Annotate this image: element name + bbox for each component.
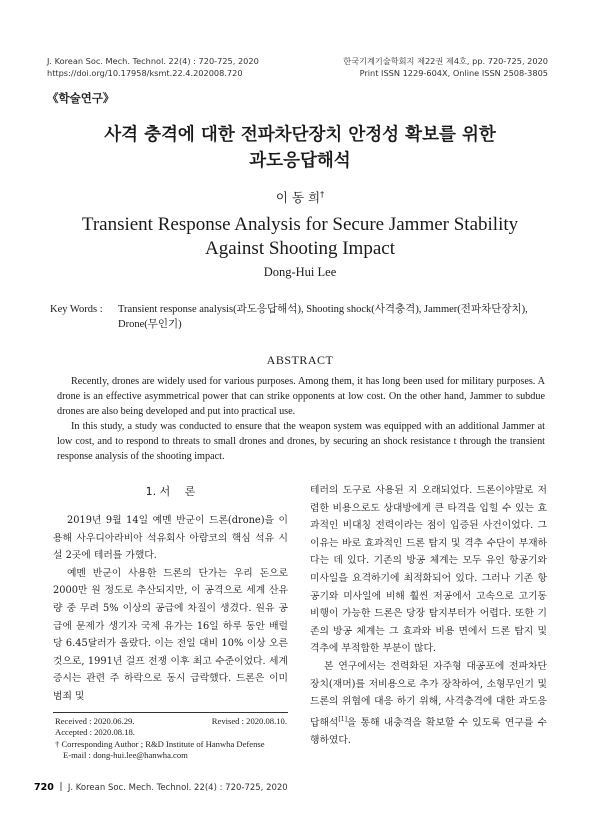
footer-journal: J. Korean Soc. Mech. Technol. 22(4) : 720-725, 2020 <box>67 783 288 793</box>
journal-citation-ko: 한국기계기술학회지 제22권 제4호, pp. 720-725, 2020 <box>343 56 548 66</box>
body-column-left <box>53 482 288 706</box>
body-column-right <box>310 482 547 749</box>
author-email[interactable]: E-mail : dong-hui.lee@hanwha.com <box>63 749 188 760</box>
korean-title <box>0 122 600 174</box>
footnote <box>55 716 287 761</box>
body-paragraph: 2019년 9월 14일 예멘 반군이 드론(drone)을 이용해 사우디아라비아 석유회사 아람코의 핵심 석유 시설 2곳에 테러를 가했다. <box>53 515 288 562</box>
footnote-divider <box>53 712 288 713</box>
issn-line: Print ISSN 1229-604X, Online ISSN 2508-3805 <box>359 68 548 78</box>
corresponding-author: † Corresponding Author ; R&D Institute of Hanwha Defense <box>55 738 265 749</box>
abstract-paragraph-2: In this study, a study was conducted to ensure that the weapon system was equipped with an additional Jammer at low cost, and to respond to threats to small drones and drones, by securing an shock resistance t through the transient response analysis of the shooting impact. <box>57 421 545 462</box>
article-category: 《학술연구》 <box>47 91 115 105</box>
english-title <box>0 213 600 261</box>
section-title: 1. 서 론 <box>145 485 196 498</box>
keywords-label: Key Words : <box>50 304 103 315</box>
english-author: Dong-Hui Lee <box>263 265 337 279</box>
doi-link[interactable]: https://doi.org/10.17958/ksmt.22.4.202008.720 <box>47 68 243 78</box>
body-paragraph: 테러의 도구로 사용된 지 오래되었다. 드론이야말로 저렴한 비용으로도 상대방에게 큰 타격을 입힐 수 있는 효과적인 비대칭 전력이라는 점이 입증된 사건이었다. 그 이유는 바로 효과적인 드론 탐지 및 격추 수단이 부재하다는 데 있다. 기존의 방공 체계는 모두 유인 항공기와 미사일을 요격하기에 최적화되어 있다. 그러나 기존 항공기와 미사일에 비해 훨씬 저공에서 고속으로 고기동 비행이 가능한 드론은 당장 탐지부터가 어렵다. 또한 기존의 방공 체계는 그 효과와 비용 면에서 드론 탐지 및 격추에 부적합한 부분이 많다. <box>310 485 547 655</box>
korean-author-name: 이 동 희 <box>275 190 321 205</box>
body-text: 본 연구에서는 전력화된 자주형 대공포에 전파차단장치(재머)를 저비용으로 추가 장착하여, 소형무인기 및 드론의 위협에 대응 하기 위해, 사격충격에 대한 과도응답해석 <box>310 660 547 728</box>
korean-title-line1: 사격 충격에 대한 전파차단장치 안정성 확보를 위한 <box>104 125 496 145</box>
keywords <box>50 302 550 332</box>
keywords-text: Transient response analysis(과도응답해석), Shooting shock(사격충격), Jammer(전파차단장치), Drone(무인기) <box>118 304 528 330</box>
reference-citation[interactable]: [1] <box>338 715 347 723</box>
footer-divider <box>60 782 62 791</box>
english-title-line1: Transient Response Analysis for Secure Jammer Stability <box>81 214 519 235</box>
body-paragraph: 예멘 반군이 사용한 드론의 단가는 우리 돈으로 2000만 원 정도로 추산되지만, 이 공격으로 세계 산유량 중 무려 5% 이상의 공급에 차질이 생겼다. 원유 공급에 문제가 생기자 국제 유가는 16일 하루 동안 배럴 당 6.45달러가 올랐다. 이는 전일 대비 10% 이상 오른 것으로, 1991년 걸프 전쟁 이후 최고 수준이었다. 세계 증시는 관련 주 하락으로 동시 급락했다. 드론은 이미 범죄 및 <box>53 567 288 702</box>
corresponding-mark: † <box>320 189 325 199</box>
body-paragraph <box>310 658 547 749</box>
korean-author <box>0 188 600 206</box>
abstract-paragraph-1: Recently, drones are widely used for various purposes. Among them, it has long been used for military purposes. A drone is an effective asymmetrical power that can strike opponents at low cost. On the other hand, Jammer to subdue drones are also being developed and put into practical use. <box>57 376 545 417</box>
page-number: 720 <box>34 782 54 793</box>
abstract-title: ABSTRACT <box>266 353 334 367</box>
body-text: 을 통해 내충격을 확보할 수 있도록 연구를 수행하였다. <box>310 716 547 746</box>
accepted-date: Accepted : 2020.08.18. <box>55 727 135 738</box>
abstract <box>57 374 545 464</box>
korean-title-line2: 과도응답해석 <box>249 151 351 171</box>
revised-date: Revised : 2020.08.10. <box>211 716 287 726</box>
english-title-line2: Against Shooting Impact <box>205 238 395 259</box>
received-date: Received : 2020.06.29. <box>55 716 135 726</box>
page-footer <box>34 782 288 793</box>
journal-citation: J. Korean Soc. Mech. Technol. 22(4) : 720-725, 2020 <box>47 56 259 66</box>
